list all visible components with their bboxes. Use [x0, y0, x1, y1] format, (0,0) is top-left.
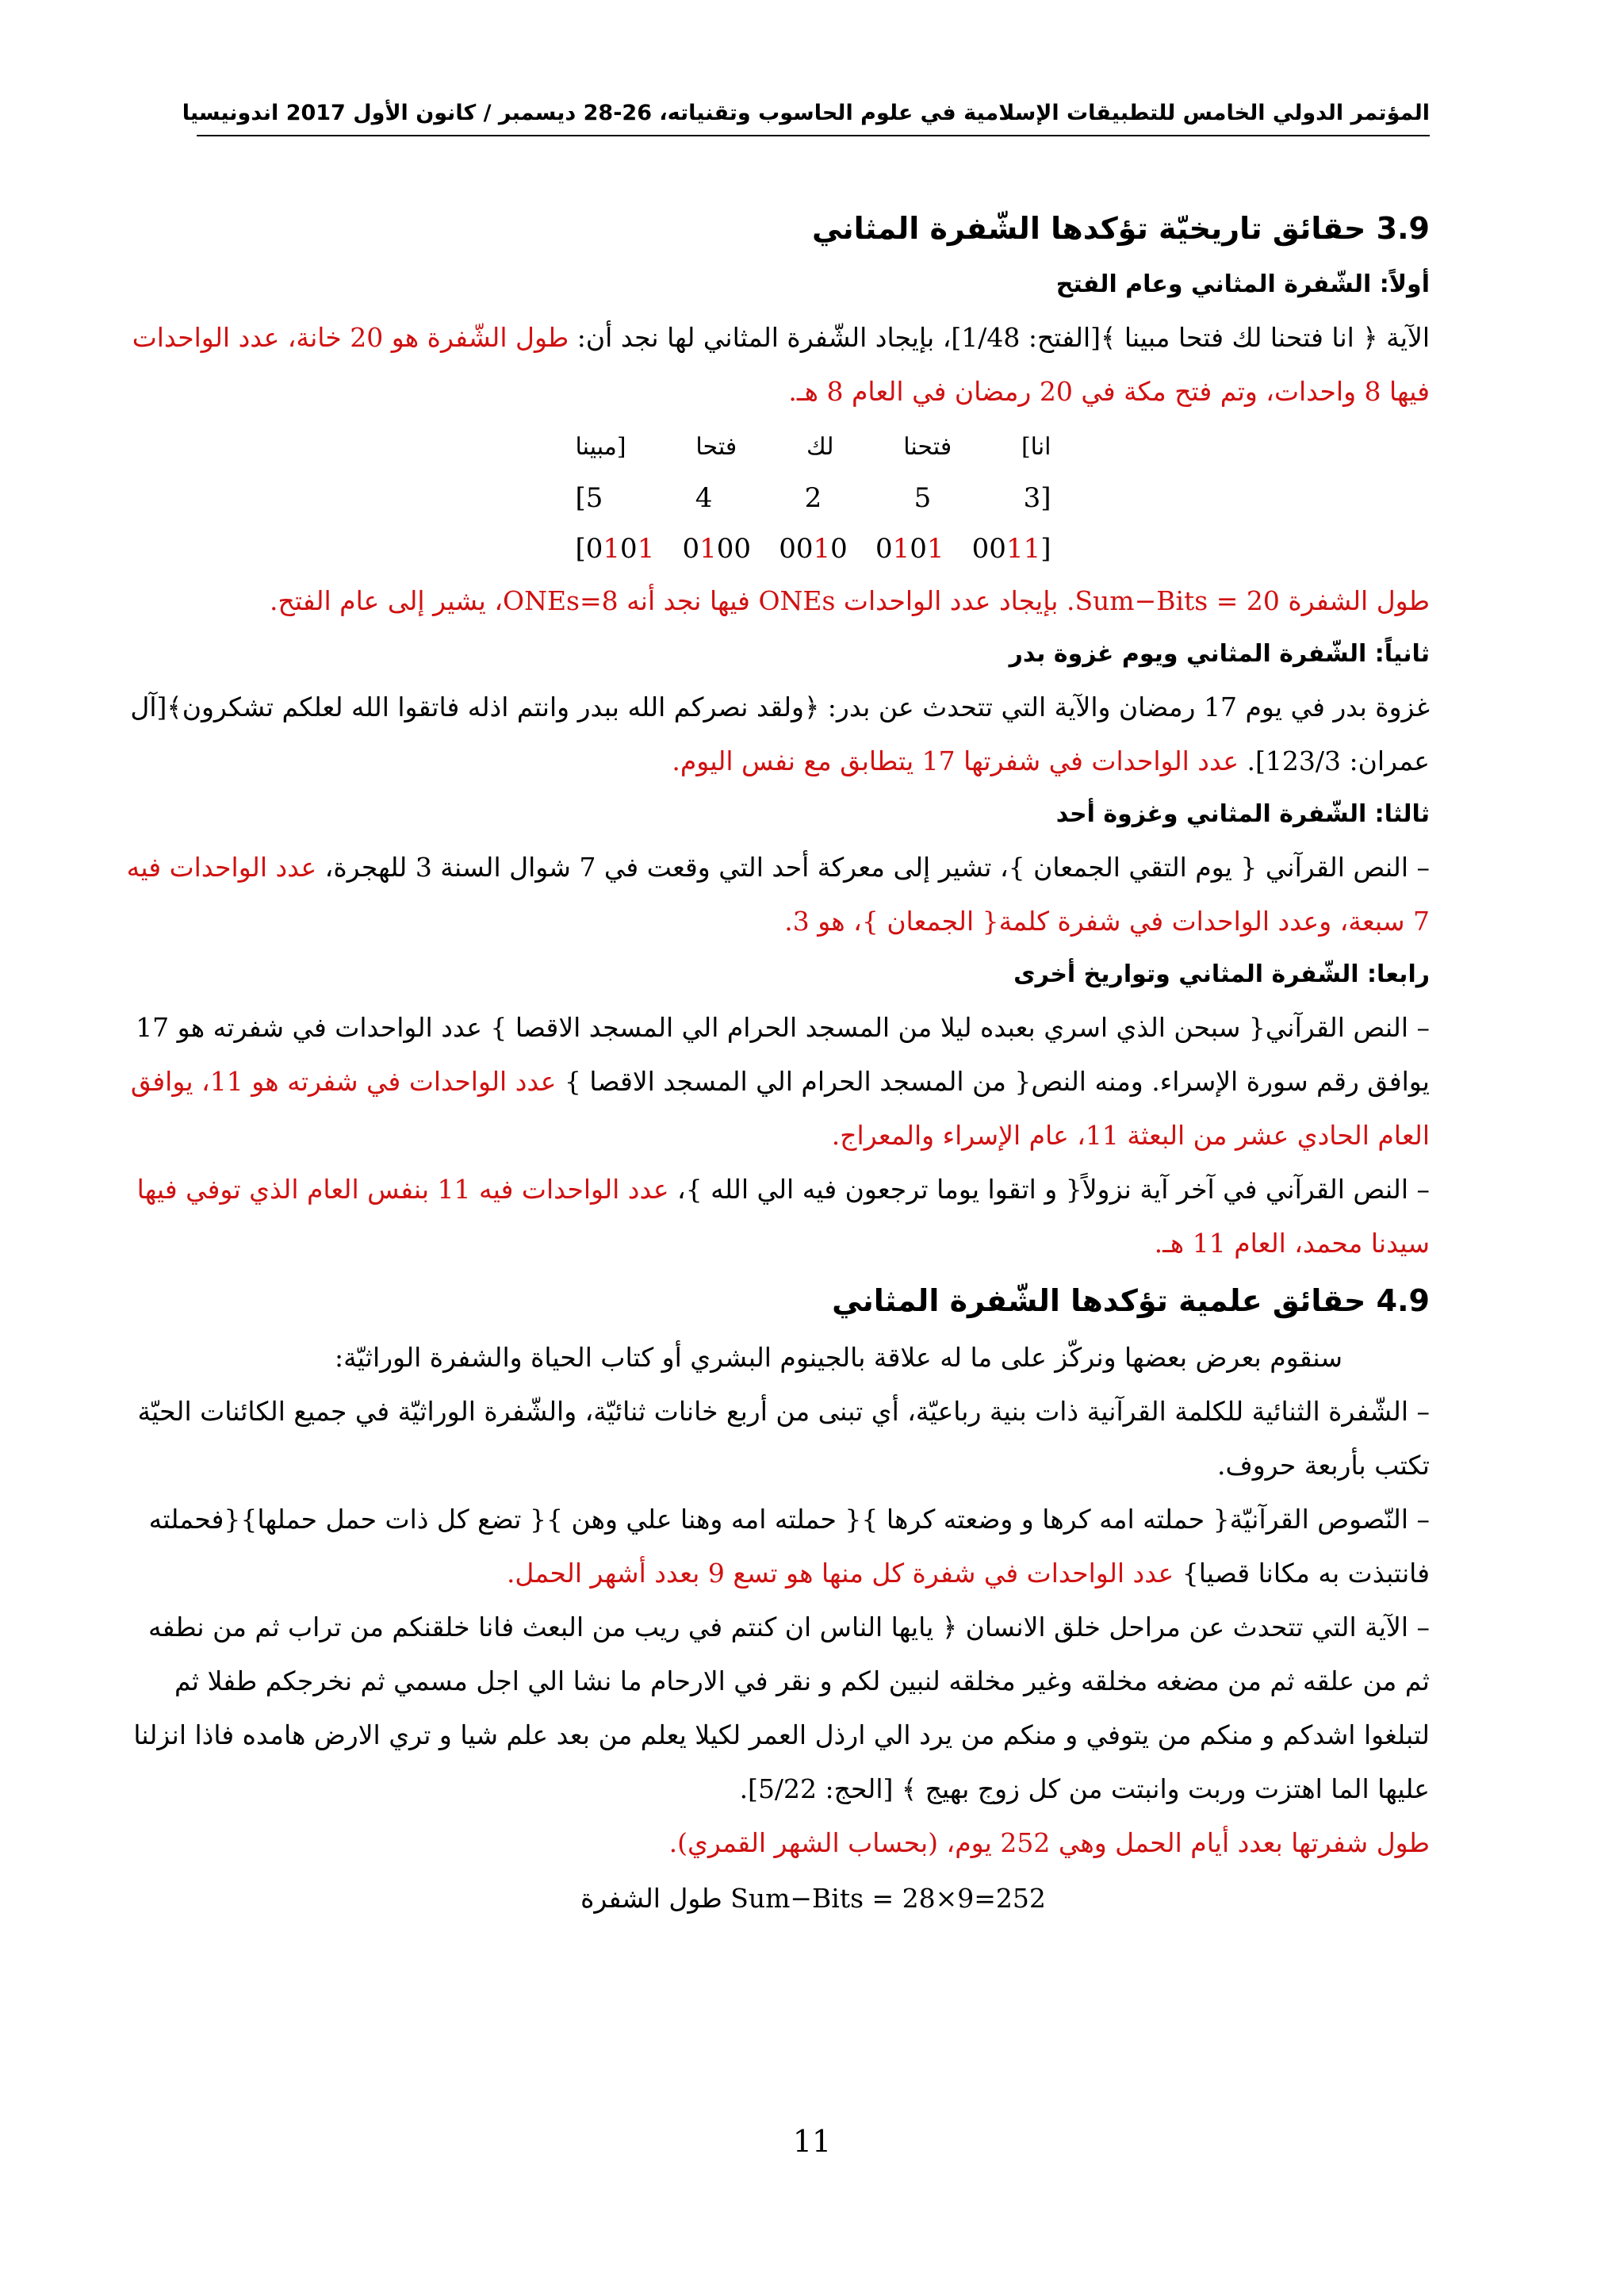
bits-one: 1: [637, 533, 655, 565]
verse-bits-row: [576, 523, 1051, 574]
bits-zero: [0: [575, 533, 603, 565]
subheading-other-dates: رابعا: الشّفرة المثاني وتواريخ أخرى: [1013, 960, 1430, 988]
paragraph-line: ثم من علقه ثم من مضغه مخلقه وغير مخلقه لنبين لكم و نقر في الارحام ما نشا الي اجل مسمي ثم نخرجكم طفلا ثم: [174, 1665, 1430, 1696]
paragraph-line: غزوة بدر في يوم 17 رمضان والآية التي تتحدث عن بدر: ﴿ولقد نصركم الله ببدر وانتم اذله فاتقوا الله لعلكم تشكرون﴾[آل: [130, 692, 1430, 723]
highlight-line: 7 سبعة، وعدد الواحدات في شفرة كلمة{ الجمعان }، هو 3.: [784, 906, 1430, 937]
highlight-text: عدد الواحدات فيه: [126, 852, 317, 883]
highlight-line: طول الشفرة Sum−Bits = 20. بإيجاد عدد الواحدات ONEs فيها نجد أنه ONEs=8، يشير إلى عام الفتح.: [270, 585, 1430, 616]
word-cell: مبينا]: [575, 433, 626, 461]
bits-bracket: ]: [1040, 533, 1051, 565]
subheading-uhud: ثالثا: الشّفرة المثاني وغزوة أحد: [1055, 800, 1430, 828]
bits-one: 11: [1005, 533, 1041, 565]
highlight-line: طول شفرتها بعدد أيام الحمل وهي 252 يوم، (بحساب الشهر القمري).: [668, 1827, 1430, 1858]
highlight-line: سيدنا محمد، العام 11 هـ.: [1154, 1228, 1430, 1259]
subheading-conquest: أولاً: الشّفرة المثاني وعام الفتح: [1055, 270, 1430, 298]
paragraph-line: – الآية التي تتحدث عن مراحل خلق الانسان ﴿ يايها الناس ان كنتم في ريب من البعث فانا خلقنكم من تراب ثم من نطفه: [147, 1612, 1430, 1642]
bits-cell: [875, 523, 944, 574]
paragraph-line: [136, 1163, 1430, 1217]
section-heading-3-9: 3.9 حقائق تاريخيّة تؤكدها الشّفرة المثاني: [811, 211, 1430, 246]
bits-cell: [779, 523, 848, 574]
highlight-text: طول الشّفرة هو 20 خانة، عدد الواحدات: [132, 322, 569, 353]
bits-zero: 00: [779, 533, 814, 565]
paragraph-line: – الشّفرة الثنائية للكلمة القرآنية ذات بنية رباعيّة، أي تبنى من أربع خانات ثنائيّة، والشّفرة الوراثيّة في جميع الكائنات الحيّة: [137, 1396, 1430, 1427]
highlight-text: عدد الواحدات في شفرته هو 11، يوافق: [130, 1066, 557, 1097]
header-rule: [197, 135, 1430, 136]
verse-words-row: [576, 422, 1051, 473]
bits-one: 1: [603, 533, 621, 565]
bits-zero: 0: [682, 533, 700, 565]
text-run: فانتبذت به مكانا قصيا}: [1174, 1558, 1430, 1589]
bits-cell: [683, 523, 752, 574]
bits-zero: 0: [620, 533, 638, 565]
section-heading-4-9: 4.9 حقائق علمية تؤكدها الشّفرة المثاني: [832, 1283, 1430, 1318]
highlight-text: عدد الواحدات في شفرتها 17 يتطابق مع نفس اليوم.: [672, 746, 1239, 776]
bits-zero: 0: [830, 533, 848, 565]
bits-zero: 0: [910, 533, 927, 565]
highlight-line: فيها 8 واحدات، وتم فتح مكة في 20 رمضان في العام 8 هـ.: [788, 376, 1430, 407]
paragraph-line: تكتب بأربعة حروف.: [1217, 1450, 1430, 1481]
bits-one: 1: [892, 533, 910, 565]
paragraph-line: – النّصوص القرآنيّة{ حملته امه كرها و وضعته كرها }{ حملته امه وهنا علي وهن }{ تضع كل ذات حمل حملها}{فحملته: [148, 1504, 1430, 1535]
bits-zero: 00: [971, 533, 1006, 565]
bits-cell: [576, 523, 655, 574]
word-cell: لك: [806, 433, 834, 461]
formula-line: طول الشفرة Sum−Bits = 28×9=252: [580, 1883, 1046, 1914]
text-run: عمران: 123/3].: [1239, 746, 1430, 776]
highlight-line: العام الحادي عشر من البعثة 11، عام الإسراء والمعراج.: [831, 1120, 1430, 1151]
verse-code-table: [576, 422, 1051, 574]
text-run: – النص القرآني { يوم التقي الجمعان }، تشير إلى معركة أحد التي وقعت في 7 شوال السنة 3 للهجرة،: [316, 852, 1430, 883]
bits-zero: 0: [875, 533, 893, 565]
bits-cell: [972, 523, 1051, 574]
paragraph-line: عليها الما اهتزت وربت وانبتت من كل زوج بهيج ﴾ [الحج: 5/22].: [739, 1773, 1430, 1804]
page-body: [126, 198, 1430, 1926]
subheading-badr: ثانياً: الشّفرة المثاني ويوم غزوة بدر: [1009, 640, 1430, 668]
paragraph-line: سنقوم بعرض بعضها ونركّز على ما له علاقة بالجينوم البشري أو كتاب الحياة والشفرة الوراثيّة:: [334, 1342, 1342, 1373]
text-run: الآية ﴿ انا فتحنا لك فتحا مبينا ﴾[الفتح: 1/48]، بإيجاد الشّفرة المثاني لها نجد أن:: [569, 322, 1430, 353]
paragraph-line: لتبلغوا اشدكم و منكم من يتوفي و منكم من يرد الي ارذل العمر لكيلا يعلم من بعد علم شيا و تري الارض هامده فاذا انزلنا: [133, 1719, 1430, 1750]
count-cell: 3]: [1023, 482, 1051, 514]
page-number: 11: [792, 2124, 832, 2159]
word-cell: فتحنا: [903, 433, 952, 461]
running-header: المؤتمر الدولي الخامس للتطبيقات الإسلامية في علوم الحاسوب وتقنياته، 26-28 ديسمبر / كانون الأول 2017 اندونيسيا: [182, 101, 1430, 125]
paragraph-line: – النص القرآني{ سبحن الذي اسري بعبده ليلا من المسجد الحرام الي المسجد الاقصا } عدد الواحدات في شفرته هو 17: [136, 1012, 1430, 1043]
bits-zero: 00: [716, 533, 752, 565]
bits-one: 1: [813, 533, 831, 565]
paragraph-line: [126, 841, 1430, 895]
verse-counts-row: [576, 473, 1051, 523]
count-cell: [5: [575, 482, 603, 514]
paragraph-line: [132, 311, 1430, 365]
count-cell: 5: [914, 482, 932, 514]
bits-one: 1: [926, 533, 944, 565]
highlight-text: عدد الواحدات فيه 11 بنفس العام الذي توفي فيها: [136, 1174, 669, 1205]
count-cell: 2: [804, 482, 822, 514]
text-run: يوافق رقم سورة الإسراء. ومنه النص{ من المسجد الحرام الي المسجد الاقصا }: [556, 1066, 1430, 1097]
count-cell: 4: [695, 482, 713, 514]
paragraph-line: [197, 1547, 1430, 1600]
bits-one: 1: [699, 533, 717, 565]
highlight-text: عدد الواحدات في شفرة كل منها هو تسع 9 بعدد أشهر الحمل.: [506, 1558, 1174, 1589]
paragraph-line: [197, 734, 1430, 788]
word-cell: [انا: [1021, 433, 1051, 461]
text-run: – النص القرآني في آخر آية نزولاً{ و اتقوا يوما ترجعون فيه الي الله }،: [668, 1174, 1430, 1205]
paragraph-line: [130, 1055, 1430, 1109]
word-cell: فتحا: [695, 433, 737, 461]
